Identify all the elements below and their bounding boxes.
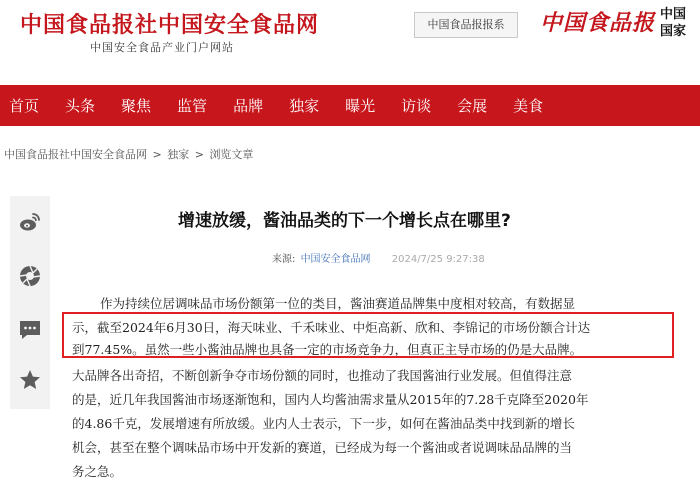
- nav-item-focus[interactable]: 聚焦: [121, 97, 152, 115]
- article-line: 的是，近几年我国酱油市场逐渐饱和，国内人均酱油需求量从2015年的7.28千克降至2020年: [72, 392, 589, 407]
- nav-item-brand[interactable]: 品牌: [233, 97, 264, 115]
- article-line: 示，截至2024年6月30日，海天味业、千禾味业、中炬高新、欣和、李锦记的市场份额合计达: [72, 320, 591, 335]
- site-logo[interactable]: 中国食品报社中国安全食品网: [20, 12, 320, 38]
- star-icon[interactable]: [18, 368, 42, 392]
- breadcrumb: [4, 146, 253, 162]
- article-line: 到77.45%。虽然一些小酱油品牌也具备一定的市场竞争力，但真正主导市场的仍是大品牌。: [72, 342, 583, 357]
- article-line: 务之急。: [72, 464, 123, 479]
- publish-date: 2024/7/25 9:27:38: [391, 254, 485, 265]
- article-line: 的4.86千克，发展增速有所放缓。业内人士表示，下一步，如何在酱油品类中找到新的增长: [72, 416, 575, 431]
- newspaper-logo[interactable]: 中国食品报: [540, 10, 656, 36]
- article-line: 机会，甚至在整个调味品市场中开发新的赛道，已经成为每一个酱油或者说调味品品牌的当: [72, 440, 573, 455]
- site-subtitle: 中国安全食品产业门户网站: [90, 41, 234, 54]
- breadcrumb-separator: >: [194, 148, 204, 161]
- article-title: 增速放缓，酱油品类的下一个增长点在哪里?: [178, 211, 511, 231]
- newspaper-group-button[interactable]: 中国食品报报系: [414, 12, 518, 38]
- article-line: 大品牌各出奇招，不断创新争夺市场份额的同时，也推动了我国酱油行业发展。但值得注意: [72, 368, 573, 383]
- breadcrumb-home[interactable]: 中国食品报社中国安全食品网: [4, 148, 147, 161]
- nav-item-headlines[interactable]: 头条: [65, 97, 96, 115]
- breadcrumb-current: 浏览文章: [209, 148, 254, 161]
- article-meta: [272, 250, 485, 265]
- brand-side-line-1: 中国: [660, 7, 687, 22]
- camera-shutter-icon[interactable]: [18, 264, 42, 288]
- source-label: 来源:: [272, 254, 296, 265]
- share-sidebar: [10, 196, 50, 409]
- nav-item-food[interactable]: 美食: [513, 97, 544, 115]
- main-nav: [0, 85, 700, 126]
- nav-item-exhibition[interactable]: 会展: [457, 97, 488, 115]
- comment-icon[interactable]: [18, 318, 42, 342]
- article-line: 作为持续位居调味品市场份额第一位的类目，酱油赛道品牌集中度相对较高，有数据显: [100, 296, 576, 311]
- brand-side-text: [660, 6, 686, 40]
- weibo-icon[interactable]: [18, 210, 42, 234]
- breadcrumb-exclusive[interactable]: 独家: [167, 148, 190, 161]
- breadcrumb-separator: >: [152, 148, 162, 161]
- nav-item-exposure[interactable]: 曝光: [345, 97, 376, 115]
- nav-item-interview[interactable]: 访谈: [401, 97, 432, 115]
- nav-item-exclusive[interactable]: 独家: [289, 97, 320, 115]
- brand-side-line-2: 国家: [660, 24, 687, 39]
- highlight-annotation-box: [62, 312, 674, 358]
- nav-item-home[interactable]: 首页: [9, 97, 40, 115]
- source-link[interactable]: 中国安全食品网: [300, 254, 371, 265]
- nav-item-regulation[interactable]: 监管: [177, 97, 208, 115]
- site-header: [0, 0, 700, 80]
